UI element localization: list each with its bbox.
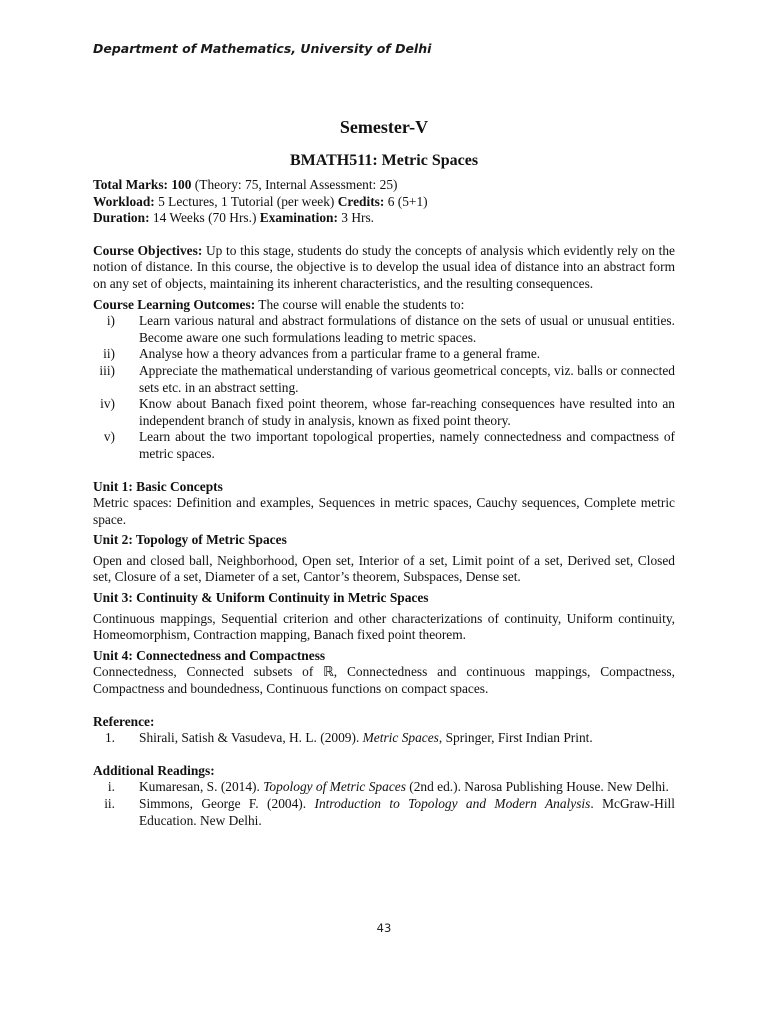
list-item xyxy=(93,429,675,462)
learning-outcomes-heading xyxy=(93,297,675,314)
total-marks-detail: (Theory: 75, Internal Assessment: 25) xyxy=(191,177,398,192)
learning-outcomes-label: Course Learning Outcomes: xyxy=(93,296,256,312)
syllabus-content xyxy=(93,116,675,829)
list-item xyxy=(93,313,675,346)
citation-authors: Simmons, George F. (2004). xyxy=(139,796,315,811)
unit-3-title: Unit 3: Continuity & Uniform Continuity in Metric Spaces xyxy=(93,590,429,606)
citation-title: Topology of Metric Spaces xyxy=(263,779,406,795)
unit-2-title: Unit 2: Topology of Metric Spaces xyxy=(93,532,287,548)
examination-value: 3 Hrs. xyxy=(337,210,375,226)
credits-label: Credits: xyxy=(337,193,385,209)
citation-authors: Kumaresan, S. (2014). xyxy=(139,779,264,795)
citation-publisher: (2nd ed.). Narosa Publishing House. New Delhi. xyxy=(405,779,669,795)
citation-title: Introduction to Topology and Modern Analysis xyxy=(314,796,591,811)
list-item xyxy=(93,346,675,363)
workload-line xyxy=(93,194,675,211)
semester-title: Semester-V xyxy=(339,117,429,137)
citation-authors: Shirali, Satish & Vasudeva, H. L. (2009). xyxy=(139,730,363,746)
duration-line xyxy=(93,210,675,227)
learning-outcomes-list xyxy=(93,313,675,462)
list-item-number: ii) xyxy=(103,346,115,362)
course-objectives xyxy=(93,243,675,293)
list-item xyxy=(93,730,675,747)
list-item xyxy=(93,363,675,396)
list-item xyxy=(93,396,675,429)
list-item xyxy=(93,779,675,796)
course-title: BMATH511: Metric Spaces xyxy=(289,152,479,169)
duration-label: Duration: xyxy=(93,210,150,226)
reference-heading: Reference: xyxy=(93,713,155,729)
unit-3-text: Continuous mappings, Sequential criterion and other characterizations of continuity, Uniform continuity, Homeomorphism, Contraction mapping, Banach fixed point theorem. xyxy=(93,610,675,643)
reference-list xyxy=(93,730,675,747)
citation-publisher: , Springer, First Indian Print. xyxy=(438,730,593,746)
total-marks-label: Total Marks: 100 xyxy=(93,177,192,192)
list-item xyxy=(93,796,675,829)
workload-value: 5 Lectures, 1 Tutorial (per week) xyxy=(154,193,338,209)
list-item-text xyxy=(139,730,675,747)
list-item-text: Know about Banach fixed point theorem, whose far-reaching consequences have resulted into an independent branch of study in analysis, known as fixed point theory. xyxy=(139,396,675,428)
list-item-text xyxy=(139,796,675,829)
course-objectives-text: Up to this stage, students do study the concepts of analysis which evidently rely on the notion of distance. In this course, the objective is to develop the usual idea of distance into an abstract form on any set of objects, maintaining its inherent characteristics, and the resulting consequences. xyxy=(93,242,675,291)
list-item-text xyxy=(139,779,675,796)
unit-4-title: Unit 4: Connectedness and Compactness xyxy=(93,647,326,663)
list-item-text: Learn various natural and abstract formulations of distance on the sets of usual or unusual entities. Become aware one such formulations leading to metric spaces. xyxy=(139,313,675,345)
unit-4-text: Connectedness, Connected subsets of ℝ, Connectedness and continuous mappings, Compactness, Compactness and boundedness, Continuous functions on compact spaces. xyxy=(93,664,675,697)
list-item-text: Analyse how a theory advances from a particular frame to a general frame. xyxy=(139,346,541,362)
credits-value: 6 (5+1) xyxy=(384,193,428,209)
total-marks-line xyxy=(93,177,675,194)
workload-label: Workload: xyxy=(93,193,155,209)
additional-readings-heading: Additional Readings: xyxy=(93,762,215,778)
list-item-text: Appreciate the mathematical understanding of various geometrical concepts, viz. balls or connected sets etc. in an abstract setting. xyxy=(139,362,675,395)
citation-title: Metric Spaces xyxy=(362,730,439,746)
list-item-number: iv) xyxy=(100,396,115,412)
list-item-number: iii) xyxy=(99,362,115,378)
unit-1-text: Metric spaces: Definition and examples, Sequences in metric spaces, Cauchy sequences, Complete metric space. xyxy=(93,495,675,527)
unit-2-text: Open and closed ball, Neighborhood, Open set, Interior of a set, Limit point of a set, Derived set, Closed set, Closure of a set, Diameter of a set, Cantor’s theorem, Subspaces, Dense set. xyxy=(93,552,675,585)
additional-readings-list xyxy=(93,779,675,829)
page-number: 43 xyxy=(376,921,392,935)
learning-outcomes-intro: The course will enable the students to: xyxy=(255,296,465,312)
department-header: Department of Mathematics, University of Delhi xyxy=(93,41,432,56)
list-item-text: Learn about the two important topological properties, namely connectedness and compactness of metric spaces. xyxy=(139,429,675,461)
course-objectives-label: Course Objectives: xyxy=(93,242,203,258)
unit-1-title: Unit 1: Basic Concepts xyxy=(93,478,223,494)
list-item-number: ii. xyxy=(104,796,115,811)
list-item-number: 1. xyxy=(104,730,115,746)
examination-label: Examination: xyxy=(259,210,338,226)
list-item-number: i) xyxy=(106,313,115,329)
list-item-number: v) xyxy=(103,429,115,445)
citation-publisher: . McGraw-Hill Education. New Delhi. xyxy=(139,796,675,828)
duration-value: 14 Weeks (70 Hrs.) xyxy=(149,210,260,226)
list-item-number: i. xyxy=(107,779,115,795)
